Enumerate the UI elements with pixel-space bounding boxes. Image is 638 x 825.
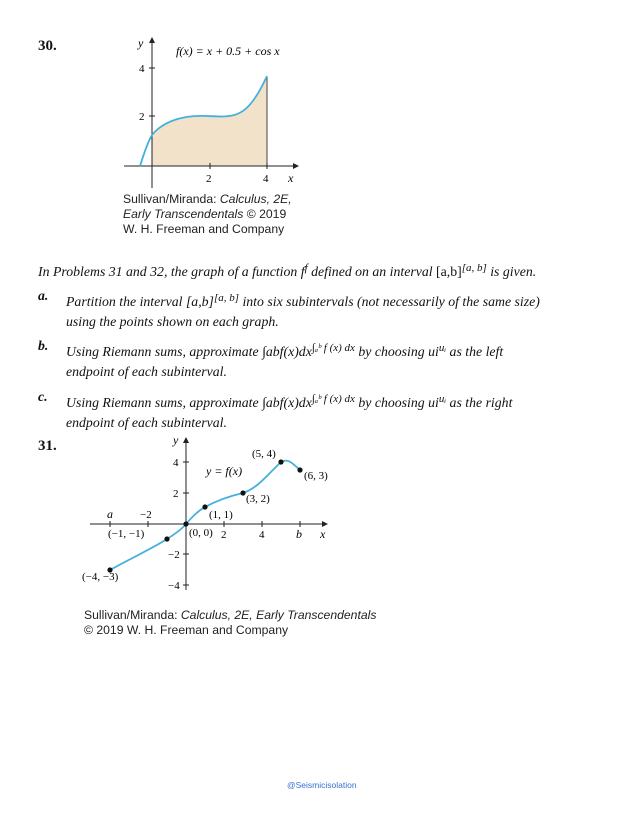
function-label: y = f(x): [206, 464, 243, 478]
tick-x-a: a: [107, 507, 113, 521]
tick-y-2: 2: [173, 488, 179, 500]
y-axis-arrow: [149, 37, 155, 43]
axis-label-x: x: [320, 527, 326, 541]
label-point-6: (6, 3): [304, 470, 328, 482]
problem-31-credit: Sullivan/Miranda: Calculus, 2E, Early Transcendentals © 2019 W. H. Freeman and Company: [84, 608, 377, 637]
item-b: b. Using Riemann sums, approximate $\int abf(x)dx^{\int_aᵇ f (x) dx}$ by choosing $ui^{uᵢ}$ as the left endpoint of each subinterval.: [38, 338, 504, 379]
function-curve: [110, 461, 300, 570]
tick-x-b: b: [296, 527, 302, 541]
label-point-5: (5, 4): [252, 448, 276, 460]
item-c: c. Using Riemann sums, approximate $\int abf(x)dx^{\int_aᵇ f (x) dx}$ by choosing $ui^{uᵢ}$ as the right endpoint of each subinterval.: [38, 389, 513, 430]
point-1: [202, 504, 207, 509]
x-axis-arrow: [293, 163, 299, 169]
tick-y-4: 4: [139, 63, 145, 75]
function-label: f(x) = x + 0.5 + cos x: [176, 44, 280, 58]
tick-x-2: 2: [206, 173, 212, 185]
axis-label-y: y: [138, 36, 144, 50]
tick-y-minus4: −4: [168, 580, 180, 592]
label-point-3: (3, 2): [246, 493, 270, 505]
point-minus1: [164, 536, 169, 541]
tick-x-4: 4: [263, 173, 269, 185]
area-under-curve: [152, 76, 267, 166]
tick-x-2: 2: [221, 529, 227, 541]
point-3: [240, 490, 245, 495]
tick-x-minus2: −2: [140, 509, 152, 521]
axis-label-x: x: [288, 171, 294, 185]
tick-x-4: 4: [259, 529, 265, 541]
problem-31-graph: [78, 430, 348, 600]
watermark: @Seismicisolation: [287, 780, 357, 790]
tick-y-4: 4: [173, 457, 179, 469]
label-point-origin: (0, 0): [189, 527, 213, 539]
y-axis-arrow: [183, 437, 189, 443]
label-point-minus1: (−1, −1): [108, 528, 145, 540]
problem-30-graph: [110, 30, 310, 190]
label-point-1: (1, 1): [209, 509, 233, 521]
problem-31-number: 31.: [38, 438, 57, 454]
tick-y-minus2: −2: [168, 549, 180, 561]
problem-30-credit: Sullivan/Miranda: Calculus, 2E, Early Transcendentals © 2019 W. H. Freeman and Company: [123, 192, 292, 236]
problem-30-number: 30.: [38, 38, 57, 54]
point-5: [278, 459, 283, 464]
point-b: [297, 467, 302, 472]
point-origin: [183, 521, 188, 526]
intro-text: In Problems 31 and 32, the graph of a function $f^f$ defined on an interval [a,b][a, b] is given.: [38, 262, 537, 279]
item-a: a. Partition the interval [a,b][a, b] into six subintervals (not necessarily of the same size) using the points shown on each graph.: [38, 288, 540, 329]
label-point-minus4: (−4, −3): [82, 571, 119, 583]
axis-label-y: y: [173, 433, 179, 447]
tick-y-2: 2: [139, 111, 145, 123]
